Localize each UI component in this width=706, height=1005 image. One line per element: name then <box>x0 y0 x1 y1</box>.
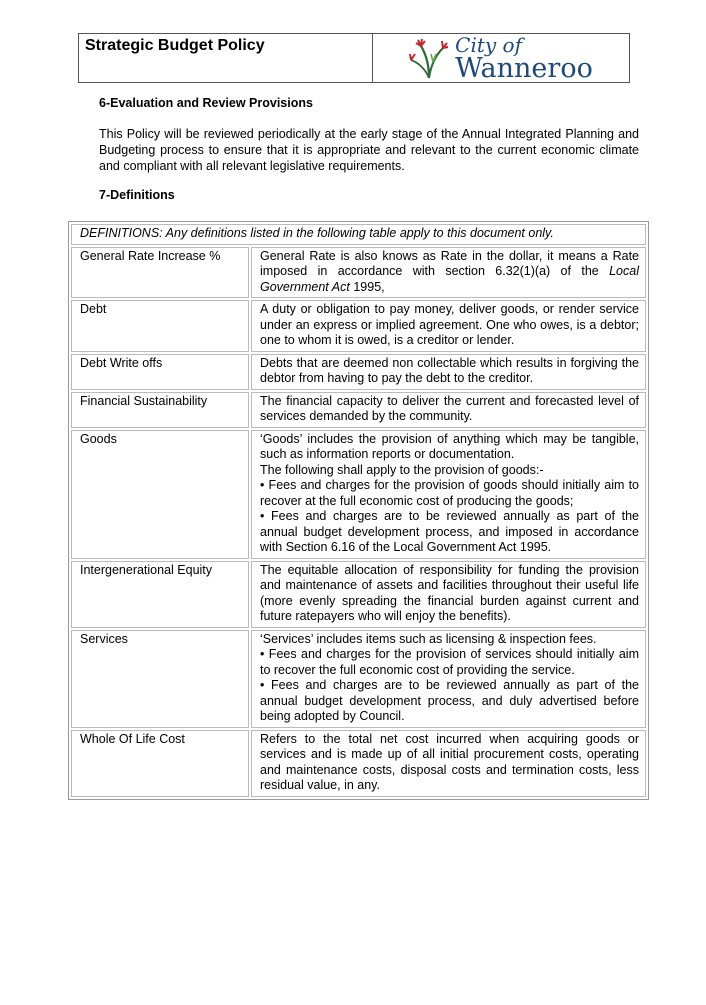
definition-line: ‘Services’ includes items such as licensing & inspection fees. <box>260 631 597 646</box>
definition-cell <box>251 630 646 728</box>
definition-cell: The equitable allocation of responsibility for funding the provision and maintenance of assets and facilities throughout their useful life (more evenly spreading the financial burden against current and future ratepayers who will enjoy the benefits). <box>251 561 646 628</box>
table-row <box>71 392 646 428</box>
definitions-table <box>68 221 649 800</box>
definition-cell: The financial capacity to deliver the current and forecasted level of services demanded by the community. <box>251 392 646 428</box>
document-title: Strategic Budget Policy <box>79 34 373 82</box>
table-row <box>71 300 646 352</box>
logo-line2: Wanneroo <box>455 52 593 84</box>
section6-heading: 6-Evaluation and Review Provisions <box>99 96 313 110</box>
definition-cell <box>251 430 646 559</box>
table-row <box>71 247 646 299</box>
definition-cell: A duty or obligation to pay money, deliver goods, or render service under an express or implied agreement. One who owes, is a debtor; one to whom it is owed, is a creditor or lender. <box>251 300 646 352</box>
act-name: Local Government Act <box>260 264 639 294</box>
term-cell: Goods <box>71 430 249 559</box>
document-header <box>78 33 630 83</box>
definition-text: 1995, <box>349 279 385 294</box>
definition-line: • Fees and charges for the provision of goods should initially aim to recover at the full economic cost of producing the goods; <box>260 478 639 508</box>
kangaroo-paw-flower-icon <box>409 36 451 80</box>
definition-cell <box>251 247 646 299</box>
table-row <box>71 730 646 797</box>
term-cell: Services <box>71 630 249 728</box>
definition-cell: Debts that are deemed non collectable which results in forgiving the debtor from having to pay the debt to the creditor. <box>251 354 646 390</box>
term-cell: Debt <box>71 300 249 352</box>
table-row <box>71 430 646 559</box>
section6-body: This Policy will be reviewed periodically at the early stage of the Annual Integrated Planning and Budgeting process to ensure that it is appropriate and relevant to the current economic climate and compliant with all relevant legislative requirements. <box>99 127 639 173</box>
definition-line: • Fees and charges are to be reviewed annually as part of the annual budget development process, and imposed in accordance with Section 6.16 of the Local Government Act 1995. <box>260 509 639 554</box>
table-row <box>71 354 646 390</box>
section7-heading: 7-Definitions <box>99 188 175 202</box>
term-cell: Debt Write offs <box>71 354 249 390</box>
term-cell: General Rate Increase % <box>71 247 249 299</box>
city-logo <box>373 34 629 82</box>
definition-cell: Refers to the total net cost incurred when acquiring goods or services and is made up of all initial procurement costs, operating and maintenance costs, disposal costs and termination costs, less residual value, in any. <box>251 730 646 797</box>
definition-line: ‘Goods’ includes the provision of anything which may be tangible, such as information reports or documentation. <box>260 431 639 461</box>
logo-wordmark <box>455 32 593 84</box>
table-caption: DEFINITIONS: Any definitions listed in the following table apply to this document only. <box>71 224 646 245</box>
table-row <box>71 561 646 628</box>
definition-line: The following shall apply to the provision of goods:- <box>260 462 544 477</box>
caption-row <box>71 224 646 245</box>
definition-text: General Rate is also knows as Rate in the dollar, it means a Rate imposed in accordance with section 6.32(1)(a) of the <box>260 248 639 278</box>
term-cell: Intergenerational Equity <box>71 561 249 628</box>
definition-line: • Fees and charges are to be reviewed annually as part of the annual budget development process, and duly advertised before being adopted by Council. <box>260 678 639 723</box>
term-cell: Financial Sustainability <box>71 392 249 428</box>
table-row <box>71 630 646 728</box>
definition-line: • Fees and charges for the provision of services should initially aim to recover the full economic cost of providing the service. <box>260 647 639 677</box>
term-cell: Whole Of Life Cost <box>71 730 249 797</box>
logo-line1: City of <box>455 32 522 57</box>
